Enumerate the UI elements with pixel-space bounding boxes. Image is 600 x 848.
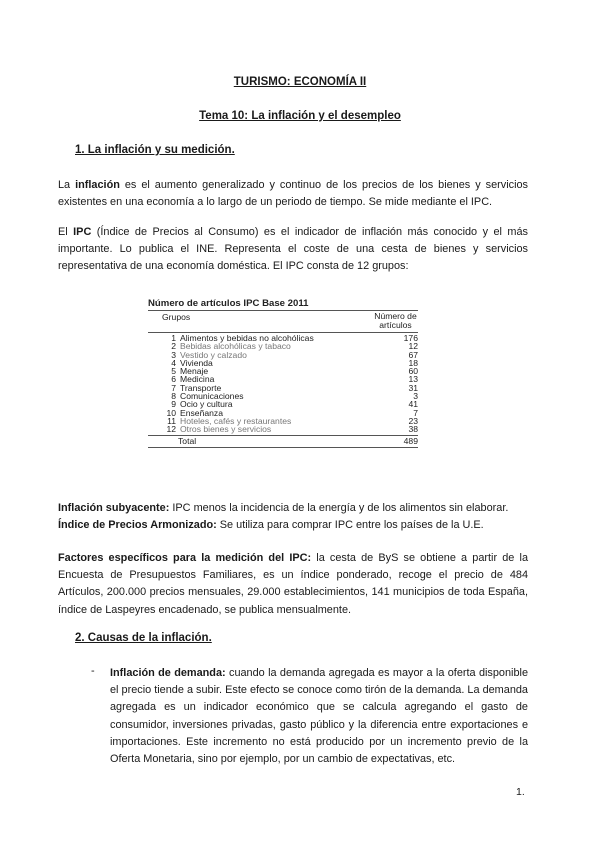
row-count: 7 bbox=[413, 407, 418, 418]
table-title: Número de artículos IPC Base 2011 bbox=[148, 298, 309, 309]
row-number: 1 bbox=[171, 333, 176, 343]
row-group-name: Transporte bbox=[180, 382, 222, 393]
document-subtitle: Tema 10: La inflación y el desempleo bbox=[199, 110, 401, 122]
row-count: 23 bbox=[408, 415, 418, 426]
row-number: 8 bbox=[171, 391, 176, 402]
table-body bbox=[148, 333, 418, 434]
column-header-groups: Grupos bbox=[162, 312, 191, 322]
table-total-row bbox=[148, 435, 418, 448]
row-group-name: Ocio y cultura bbox=[180, 399, 233, 410]
row-count: 38 bbox=[408, 424, 418, 435]
row-count: 3 bbox=[413, 391, 418, 402]
page-number: 1. bbox=[516, 786, 525, 798]
row-count: 18 bbox=[408, 357, 418, 368]
list-item-demand-inflation: Inflación de demanda: cuando la demanda agregada es mayor a la oferta disponible el precio tiende a subir. Este efecto se conoce como tirón de la demanda. La demanda agregada es un indicador económico que se calcula agregando el gasto de consumidor, inversiones privadas, gasto público y la diferencia entre exportaciones e importaciones. Este incremento no está producido por un incremento previo de la Oferta Monetaria, sino por ejemplo, por un cambio de expectativas, etc. bbox=[110, 667, 528, 766]
row-count: 31 bbox=[408, 382, 418, 393]
row-group-name: Comunicaciones bbox=[180, 391, 244, 402]
row-count: 176 bbox=[403, 333, 418, 343]
row-count: 12 bbox=[408, 341, 418, 352]
row-group-name: Otros bienes y servicios bbox=[180, 424, 272, 435]
row-number: 12 bbox=[166, 424, 176, 435]
ipc-groups-table bbox=[148, 298, 418, 448]
row-number: 9 bbox=[171, 399, 176, 410]
row-number: 11 bbox=[167, 415, 176, 426]
row-group-name: Enseñanza bbox=[180, 407, 224, 418]
table-header bbox=[148, 310, 418, 333]
row-number: 10 bbox=[166, 407, 176, 418]
row-count: 13 bbox=[408, 374, 418, 385]
line-subyacente: Inflación subyacente: IPC menos la incidencia de la energía y de los alimentos sin elaborar. bbox=[58, 502, 509, 514]
row-count: 41 bbox=[408, 399, 418, 410]
row-number: 4 bbox=[171, 357, 176, 368]
row-group-name: Hoteles, cafés y restaurantes bbox=[180, 415, 292, 426]
row-count: 67 bbox=[408, 349, 418, 360]
paragraph-ipc-definition: El IPC (Índice de Precios al Consumo) es el indicador de inflación más conocido y el más importante. Lo publica el INE. Representa el coste de una cesta de bienes y servicios representativa de una economía doméstica. El IPC consta de 12 grupos: bbox=[58, 226, 528, 273]
row-group-name: Vivienda bbox=[180, 357, 213, 368]
line-armonizado: Índice de Precios Armonizado: Se utiliza para comprar IPC entre los países de la U.E. bbox=[58, 519, 484, 532]
row-number: 5 bbox=[171, 366, 176, 377]
row-number: 7 bbox=[171, 382, 176, 393]
list-bullet-dash: - bbox=[91, 665, 95, 677]
paragraph-inflation-definition: La inflación es el aumento generalizado y continuo de los precios de los bienes y servicios existentes en una economía a lo largo de un periodo de tiempo. Se mide mediante el IPC. bbox=[58, 179, 528, 209]
row-group-name: Alimentos y bebidas no alcohólicas bbox=[180, 333, 314, 343]
table-row bbox=[148, 425, 418, 433]
total-value: 489 bbox=[403, 435, 418, 446]
document-title: TURISMO: ECONOMÍA II bbox=[233, 76, 367, 88]
total-label: Total bbox=[178, 435, 197, 446]
section-heading-2: 2. Causas de la inflación. bbox=[75, 632, 212, 644]
row-group-name: Medicina bbox=[180, 374, 215, 385]
paragraph-ipc-factors: Factores específicos para la medición del IPC: la cesta de ByS se obtiene a partir de la Encuesta de Presupuestos Familiares, es un índice ponderado, recoge el precio de 484 Artículos, 200.000 precios mensuales, 29.000 establecimientos, 141 municipios de toda España, índice de Laspeyres encadenado, se publica mensualmente. bbox=[58, 552, 528, 616]
row-number: 6 bbox=[171, 374, 176, 385]
row-group-name: Vestido y calzado bbox=[180, 349, 247, 360]
section-heading-1: 1. La inflación y su medición. bbox=[75, 144, 235, 156]
row-number: 3 bbox=[171, 349, 176, 360]
row-group-name: Bebidas alcohólicas y tabaco bbox=[180, 341, 291, 352]
column-header-count: Número de artículos bbox=[374, 311, 417, 330]
paragraph-subyacente-armonizado bbox=[58, 500, 528, 534]
row-count: 60 bbox=[408, 366, 418, 377]
row-group-name: Menaje bbox=[180, 366, 209, 377]
row-number: 2 bbox=[171, 341, 176, 352]
